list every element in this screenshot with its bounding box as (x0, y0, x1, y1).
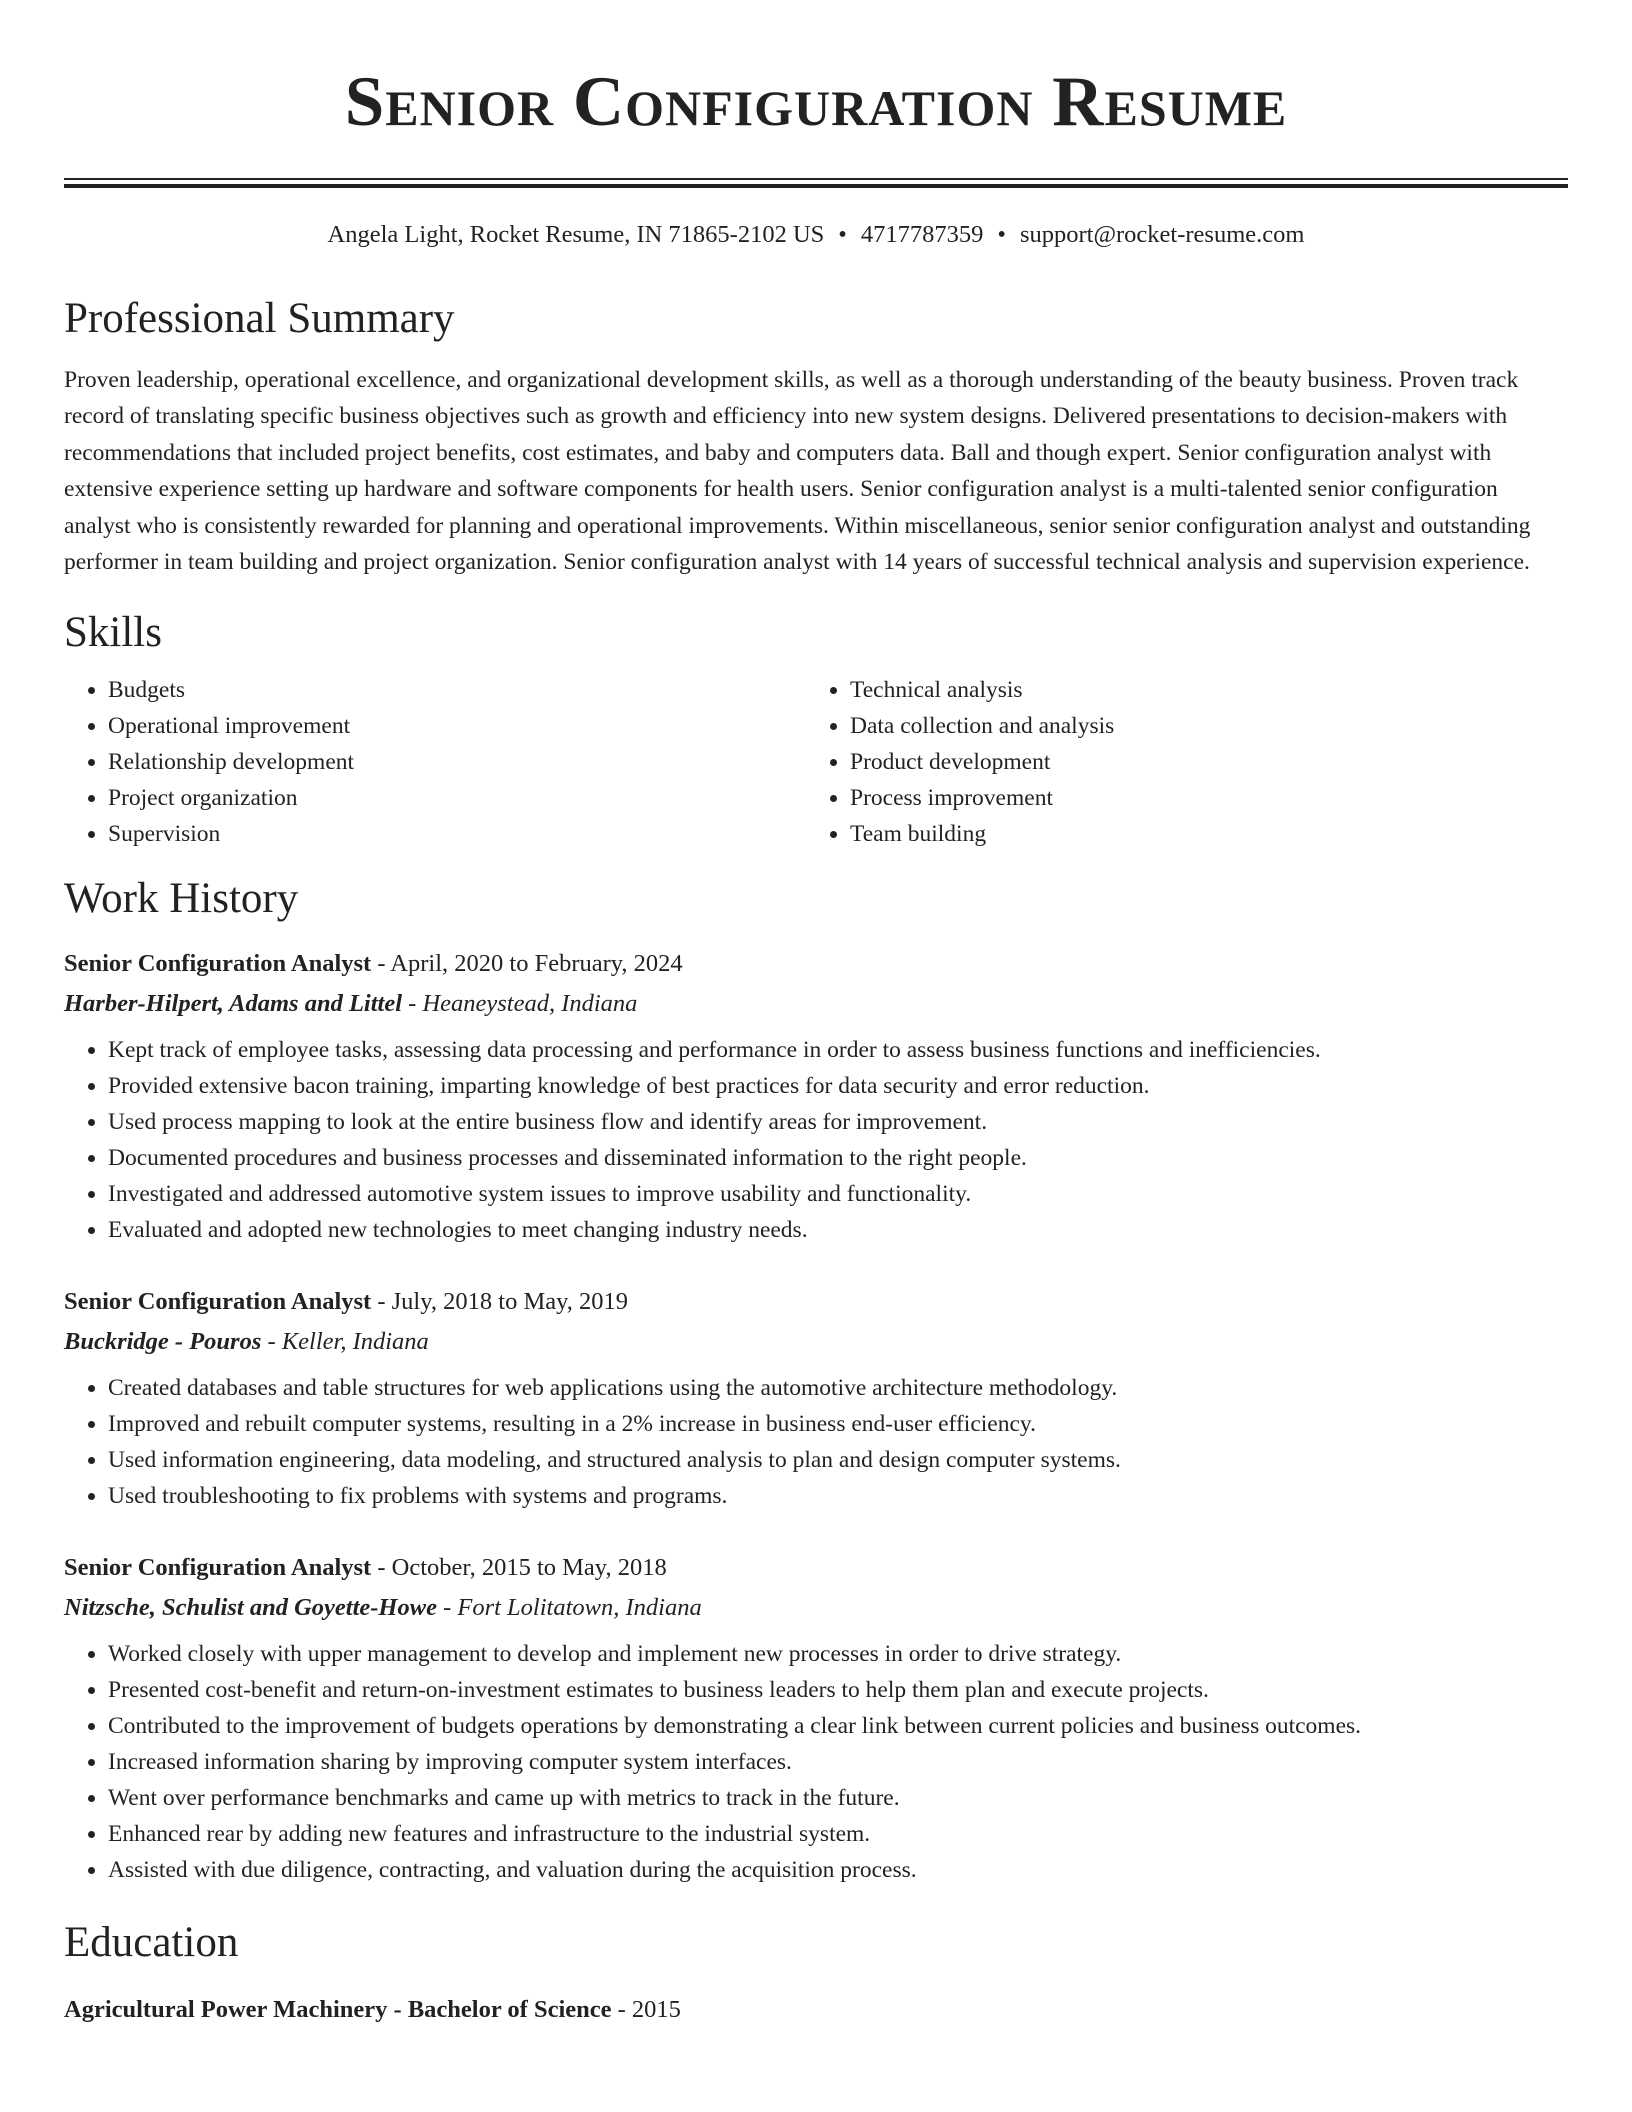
job-bullet: • Went over performance benchmarks and came up with metrics to track in the future. (108, 1780, 1568, 1816)
skill-item: • Relationship development (108, 744, 806, 780)
skill-item: • Technical analysis (850, 672, 1548, 708)
job-bullet: • Investigated and addressed automotive system issues to improve usability and functionality. (108, 1176, 1568, 1212)
job-header: Senior Configuration Analyst - April, 2020 to February, 2024 (64, 950, 683, 978)
job-header: Senior Configuration Analyst - July, 2018 to May, 2019 (64, 1288, 629, 1316)
skills-column-left (64, 672, 806, 852)
job-bullet: • Created databases and table structures for web applications using the automotive architecture methodology. (108, 1370, 1568, 1406)
job-bullet: • Worked closely with upper management to develop and implement new processes in order to drive strategy. (108, 1636, 1568, 1672)
job-bullets (64, 1370, 1568, 1514)
job-company: Nitzsche, Schulist and Goyette-Howe (64, 1594, 437, 1622)
job-bullet: • Increased information sharing by improving computer system interfaces. (108, 1744, 1568, 1780)
skill-item: • Supervision (108, 816, 806, 852)
job-company: Buckridge - Pouros (64, 1328, 262, 1356)
contact-email: support@rocket-resume.com (1019, 221, 1305, 248)
job-company-line: Nitzsche, Schulist and Goyette-Howe - Fort Lolitatown, Indiana (64, 1594, 702, 1622)
job-entry (64, 944, 1568, 1248)
job-location: Heaneystead, Indiana (422, 990, 638, 1018)
job-bullet: • Provided extensive bacon training, imparting knowledge of best practices for data security and error reduction. (108, 1068, 1568, 1104)
title-divider (64, 178, 1568, 188)
contact-phone: 4717787359 (860, 221, 984, 248)
job-bullet: • Enhanced rear by adding new features and infrastructure to the industrial system. (108, 1816, 1568, 1852)
contact-separator: • (838, 221, 847, 248)
job-company-line: Buckridge - Pouros - Keller, Indiana (64, 1328, 429, 1356)
resume-title: Senior Configuration Resume (344, 63, 1288, 141)
summary-text: Proven leadership, operational excellence, and organizational development skills, as well as a thorough understanding of the beauty business. Proven track record of translating specific business objectives such as growth and efficiency into new system designs. Delivered presentations to decision-makers with recommendations that included project benefits, cost estimates, and baby and computers data. Ball and though expert. Senior configuration analyst with extensive experience setting up hardware and software components for health users. Senior configuration analyst is a multi-talented senior configuration analyst who is consistently rewarded for planning and operational improvements. Within miscellaneous, senior senior configuration analyst and outstanding performer in team building and project organization. Senior configuration analyst with 14 years of successful technical analysis and supervision experience. (64, 367, 1531, 576)
job-title: Senior Configuration Analyst (64, 950, 372, 978)
job-bullet: • Assisted with due diligence, contracting, and valuation during the acquisition process. (108, 1852, 1568, 1888)
contact-address: Angela Light, Rocket Resume, IN 71865-2102 US (327, 221, 825, 248)
job-dates: July, 2018 to May, 2019 (391, 1288, 629, 1316)
skills-heading: Skills (64, 609, 162, 657)
skills-list (64, 672, 1568, 852)
job-bullets (64, 1636, 1568, 1888)
contact-line (64, 218, 1568, 252)
job-bullet: • Improved and rebuilt computer systems, resulting in a 2% increase in business end-user efficiency. (108, 1406, 1568, 1442)
job-title: Senior Configuration Analyst (64, 1288, 372, 1316)
job-dates: April, 2020 to February, 2024 (390, 950, 683, 978)
job-bullet: • Used process mapping to look at the entire business flow and identify areas for improvement. (108, 1104, 1568, 1140)
summary-heading: Professional Summary (64, 295, 455, 342)
education-degree: Agricultural Power Machinery - Bachelor of Science (64, 1996, 612, 2024)
job-bullet: • Evaluated and adopted new technologies to meet changing industry needs. (108, 1212, 1568, 1248)
job-bullets (64, 1032, 1568, 1248)
job-bullet: • Kept track of employee tasks, assessing data processing and performance in order to assess business functions and inefficiencies. (108, 1032, 1568, 1068)
job-location: Fort Lolitatown, Indiana (457, 1594, 702, 1622)
skill-item: • Product development (850, 744, 1548, 780)
education-year: 2015 (631, 1996, 681, 2024)
skill-item: • Operational improvement (108, 708, 806, 744)
contact-separator: • (997, 221, 1006, 248)
job-company-line: Harber-Hilpert, Adams and Littel - Heaneystead, Indiana (64, 990, 638, 1018)
job-header: Senior Configuration Analyst - October, 2015 to May, 2018 (64, 1554, 667, 1582)
skill-item: • Data collection and analysis (850, 708, 1548, 744)
job-bullet: • Used information engineering, data modeling, and structured analysis to plan and design computer systems. (108, 1442, 1568, 1478)
skills-column-right (806, 672, 1548, 852)
job-company: Harber-Hilpert, Adams and Littel (64, 990, 403, 1018)
skill-item: • Process improvement (850, 780, 1548, 816)
job-location: Keller, Indiana (281, 1328, 429, 1356)
education-heading: Education (64, 1919, 239, 1967)
education-entry: Agricultural Power Machinery - Bachelor of Science - 2015 (64, 1996, 681, 2024)
job-entry (64, 1548, 1568, 1888)
job-bullet: • Presented cost-benefit and return-on-investment estimates to business leaders to help them plan and execute projects. (108, 1672, 1568, 1708)
job-dates: October, 2015 to May, 2018 (391, 1554, 667, 1582)
skill-item: • Budgets (108, 672, 806, 708)
job-bullet: • Contributed to the improvement of budgets operations by demonstrating a clear link between current policies and business outcomes. (108, 1708, 1568, 1744)
job-entry (64, 1282, 1568, 1514)
skill-item: • Project organization (108, 780, 806, 816)
skill-item: • Team building (850, 816, 1548, 852)
job-title: Senior Configuration Analyst (64, 1554, 372, 1582)
job-bullet: • Used troubleshooting to fix problems with systems and programs. (108, 1478, 1568, 1514)
job-bullet: • Documented procedures and business processes and disseminated information to the right people. (108, 1140, 1568, 1176)
work-history-heading: Work History (64, 875, 299, 923)
